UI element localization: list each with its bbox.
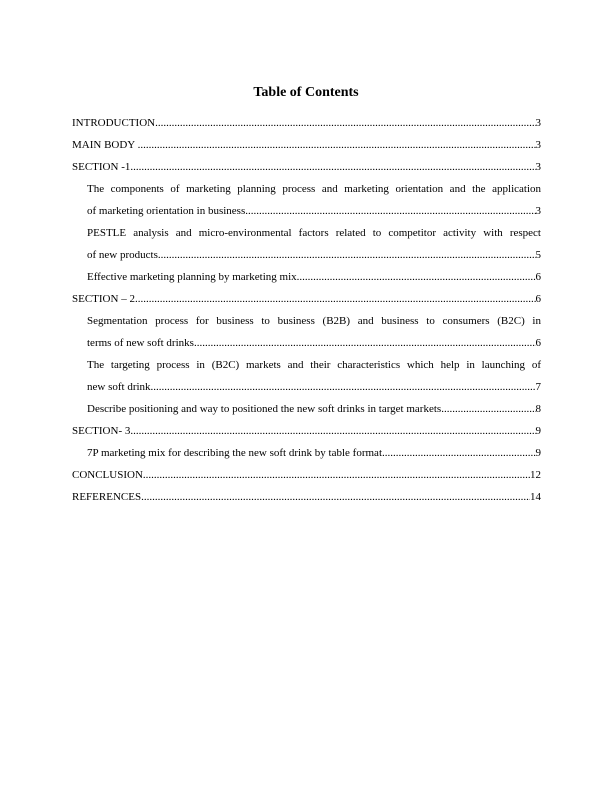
toc-page-number: 5 bbox=[535, 249, 541, 261]
dot-leader bbox=[135, 288, 536, 310]
toc-entry-segmentation-process[interactable] bbox=[72, 310, 541, 354]
toc-entry-section-3[interactable] bbox=[72, 420, 541, 442]
toc-entry-label: of new products bbox=[87, 249, 158, 261]
dot-leader bbox=[382, 442, 536, 464]
toc-entry-main-body[interactable] bbox=[72, 134, 541, 156]
dot-leader bbox=[130, 156, 535, 178]
dot-leader bbox=[143, 464, 530, 486]
dot-leader bbox=[151, 376, 536, 398]
toc-entry-label-line1: Segmentation process for business to business (B2B) and business to consumers (B2C) in bbox=[87, 315, 541, 327]
toc-page-number: 3 bbox=[535, 117, 541, 129]
toc-entry-label: SECTION -1 bbox=[72, 161, 131, 173]
toc-page-number: 3 bbox=[535, 205, 541, 217]
toc-page-number: 6 bbox=[535, 337, 541, 349]
toc-page-number: 3 bbox=[535, 139, 541, 151]
toc-entry-label: terms of new soft drinks bbox=[87, 337, 194, 349]
toc-entry-7p-marketing-mix[interactable] bbox=[72, 442, 541, 464]
dot-leader bbox=[130, 420, 535, 442]
toc-page-number: 9 bbox=[535, 447, 541, 459]
toc-page-number: 6 bbox=[535, 271, 541, 283]
toc-entry-marketing-planning-components[interactable] bbox=[72, 178, 541, 222]
toc-entry-label: INTRODUCTION bbox=[72, 117, 156, 129]
dot-leader bbox=[194, 332, 536, 354]
dot-leader bbox=[441, 398, 535, 420]
dot-leader bbox=[155, 112, 535, 134]
toc-entry-label: Describe positioning and way to positioned the new soft drinks in target markets bbox=[87, 403, 442, 415]
toc-entry-label: of marketing orientation in business bbox=[87, 205, 246, 217]
toc-title: Table of Contents bbox=[253, 85, 359, 100]
toc-entry-introduction[interactable] bbox=[72, 112, 541, 134]
toc-page-number: 9 bbox=[535, 425, 541, 437]
toc-entry-label-line1: The targeting process in (B2C) markets and their characteristics which help in launching of bbox=[87, 359, 541, 371]
toc-entry-conclusion[interactable] bbox=[72, 464, 541, 486]
toc-page-number: 12 bbox=[530, 469, 541, 481]
toc-entry-label: SECTION- 3 bbox=[72, 425, 131, 437]
dot-leader bbox=[297, 266, 536, 288]
toc-entry-label: new soft drink bbox=[87, 381, 151, 393]
toc-entry-label: MAIN BODY bbox=[72, 139, 138, 151]
toc-entry-positioning[interactable] bbox=[72, 398, 541, 420]
dot-leader bbox=[138, 134, 536, 156]
toc-entry-label: 7P marketing mix for describing the new soft drink by table format bbox=[87, 447, 382, 459]
toc-page-number: 3 bbox=[535, 161, 541, 173]
toc-entry-label: REFERENCES bbox=[72, 491, 142, 503]
toc-entry-label: CONCLUSION bbox=[72, 469, 143, 481]
dot-leader bbox=[158, 244, 536, 266]
toc-page-number: 6 bbox=[535, 293, 541, 305]
toc-entry-label: Effective marketing planning by marketing mix bbox=[87, 271, 297, 283]
toc-entry-label-line1: PESTLE analysis and micro-environmental factors related to competitor activity with respect bbox=[87, 227, 541, 239]
toc-entry-references[interactable] bbox=[72, 486, 541, 508]
toc-page-number: 7 bbox=[535, 381, 541, 393]
toc-entry-section-2[interactable] bbox=[72, 288, 541, 310]
toc-entry-label-line1: The components of marketing planning process and marketing orientation and the application bbox=[87, 183, 541, 195]
table-of-contents bbox=[72, 112, 541, 508]
toc-entry-pestle-analysis[interactable] bbox=[72, 222, 541, 266]
toc-page-number: 14 bbox=[530, 491, 541, 503]
toc-entry-effective-marketing-planning[interactable] bbox=[72, 266, 541, 288]
dot-leader bbox=[245, 200, 535, 222]
toc-entry-targeting-process[interactable] bbox=[72, 354, 541, 398]
toc-entry-label: SECTION – 2 bbox=[72, 293, 135, 305]
dot-leader bbox=[141, 486, 530, 508]
toc-page-number: 8 bbox=[535, 403, 541, 415]
toc-entry-section-1[interactable] bbox=[72, 156, 541, 178]
